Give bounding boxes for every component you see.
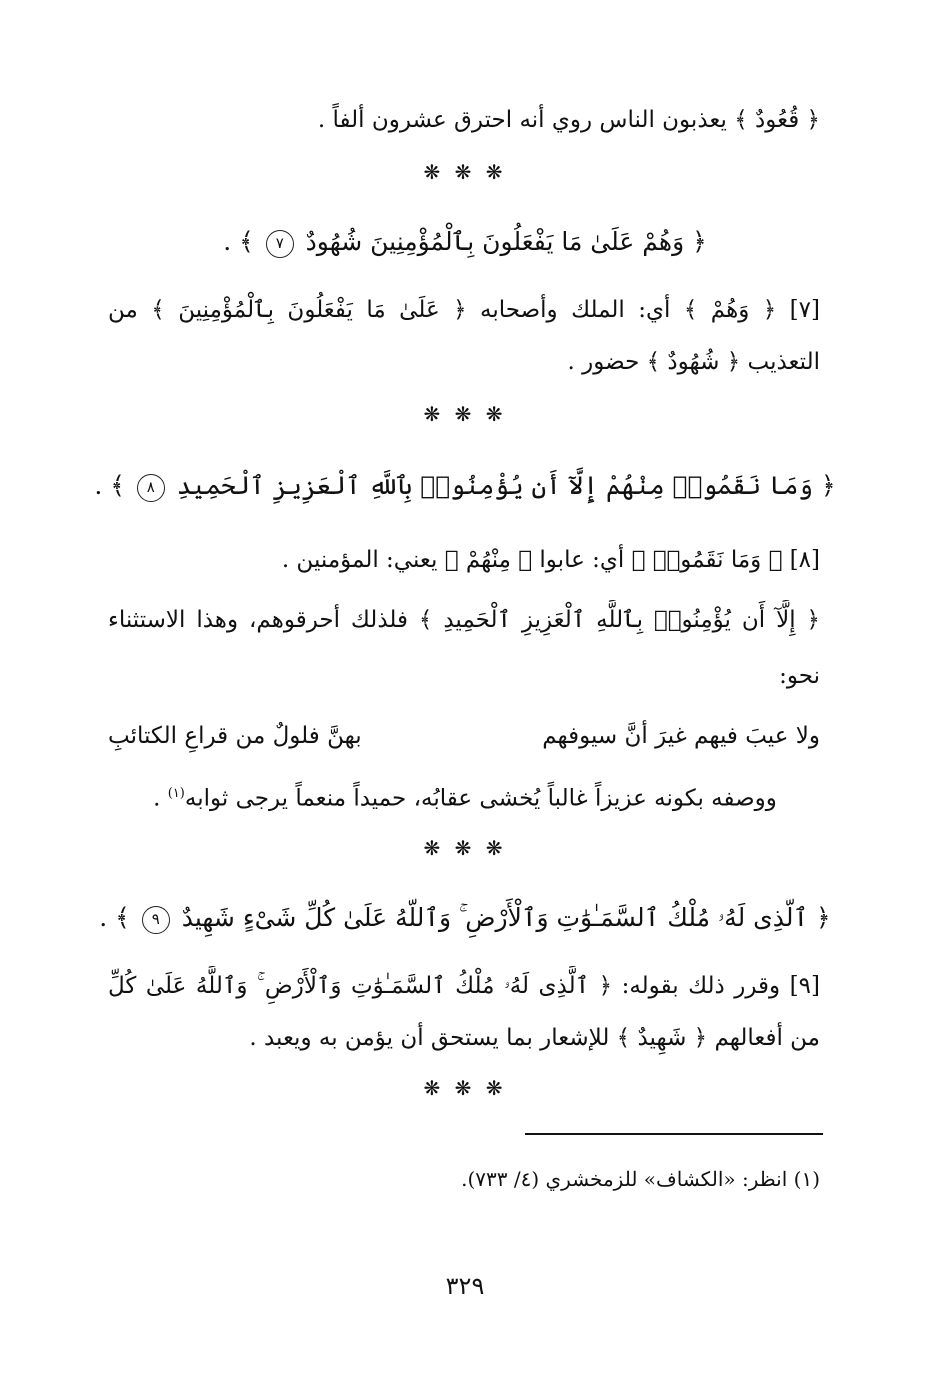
verse-9-close: ﴾ . bbox=[99, 903, 130, 932]
verse-9 bbox=[0, 898, 930, 938]
page-number: ٣٢٩ bbox=[445, 1272, 485, 1300]
footnote-1: (١) انظر: «الكشاف» للزمخشري (٤/ ٧٣٣). bbox=[461, 1167, 820, 1191]
verse-8 bbox=[0, 466, 930, 506]
section-separator: ❋ ❋ ❋ bbox=[423, 1076, 507, 1100]
verse-9-text: ﴿ ٱلَّذِى لَهُۥ مُلْكُ ٱلسَّمَـٰوَٰتِ وَٱلْأَرْضِ ۚ وَٱللَّهُ عَلَىٰ كُلِّ شَىْءٍ شَهِيدٌ bbox=[181, 903, 831, 932]
footnote-divider bbox=[525, 1133, 823, 1135]
verse-number-8: ٨ bbox=[137, 474, 165, 502]
explanation-8-line-4 bbox=[0, 774, 930, 819]
verse-7-text: ﴿ وَهُمْ عَلَىٰ مَا يَفْعَلُونَ بِٱلْمُؤْمِنِينَ شُهُودٌ bbox=[305, 227, 707, 256]
footnote-marker[interactable]: (١) bbox=[167, 786, 185, 801]
explanation-9-line-1: [٩] وقرر ذلك بقوله: ﴿ ٱلَّذِى لَهُۥ مُلْكُ ٱلسَّمَـٰوَٰتِ وَٱلْأَرْضِ ۚ وَٱللَّهُ عَلَىٰ كُلِّ bbox=[108, 973, 820, 999]
explanation-9-line-2: من أفعالهم ﴿ شَهِيدٌ ﴾ للإشعار بما يستحق أن يؤمن به ويعبد . bbox=[249, 1025, 820, 1051]
poem-second-hemistich: بهنَّ فلولٌ من قراعِ الكتائبِ bbox=[108, 723, 362, 749]
section-separator: ❋ ❋ ❋ bbox=[423, 836, 507, 860]
explanation-8-line-4-text: ووصفه بكونه عزيزاً غالباً يُخشى عقابُه، حميداً منعماً يرجى ثوابه bbox=[184, 785, 777, 812]
section-separator: ❋ ❋ ❋ bbox=[423, 160, 507, 184]
explanation-8-line-3: نحو: bbox=[779, 663, 820, 689]
explanation-8-line-2: ﴿ إِلَّآ أَن يُؤْمِنُوا۟ بِٱللَّهِ ٱلْعَزِيزِ ٱلْحَمِيدِ ﴾ فلذلك أحرقوهم، وهذا الاستثناء bbox=[108, 607, 820, 633]
explanation-7-line-2: التعذيب ﴿ شُهُودٌ ﴾ حضور . bbox=[567, 349, 820, 375]
verse-number-7: ٧ bbox=[266, 230, 294, 258]
verse-8-text: ﴿ وَمَا نَقَمُوا۟ مِنْهُمْ إِلَّآ أَن يُؤْمِنُوا۟ بِٱللَّهِ ٱلْعَزِيزِ ٱلْحَمِيدِ bbox=[176, 471, 836, 500]
poetry-verse bbox=[108, 716, 820, 756]
text-line-1: ﴿ قُعُودٌ ﴾ يعذبون الناس روي أنه احترق عشرون ألفاً . bbox=[317, 107, 820, 133]
verse-7 bbox=[0, 222, 930, 262]
poem-first-hemistich: ولا عيبَ فيهم غيرَ أنَّ سيوفهم bbox=[542, 723, 820, 749]
section-separator: ❋ ❋ ❋ bbox=[423, 402, 507, 426]
verse-7-close: ﴾ . bbox=[223, 227, 254, 256]
verse-number-9: ٩ bbox=[142, 906, 170, 934]
explanation-7-line-1: [٧] ﴿ وَهُمْ ﴾ أي: الملك وأصحابه ﴿ عَلَىٰ مَا يَفْعَلُونَ بِٱلْمُؤْمِنِينَ ﴾ من bbox=[108, 297, 820, 323]
verse-8-close: ﴾ . bbox=[94, 471, 125, 500]
explanation-8-line-4-end: . bbox=[153, 785, 168, 812]
explanation-8-line-1: [٨] ﴿ وَمَا نَقَمُوا۟ ﴾ أي: عابوا ﴿ مِنْهُمْ ﴾ يعني: المؤمنين . bbox=[281, 547, 820, 573]
